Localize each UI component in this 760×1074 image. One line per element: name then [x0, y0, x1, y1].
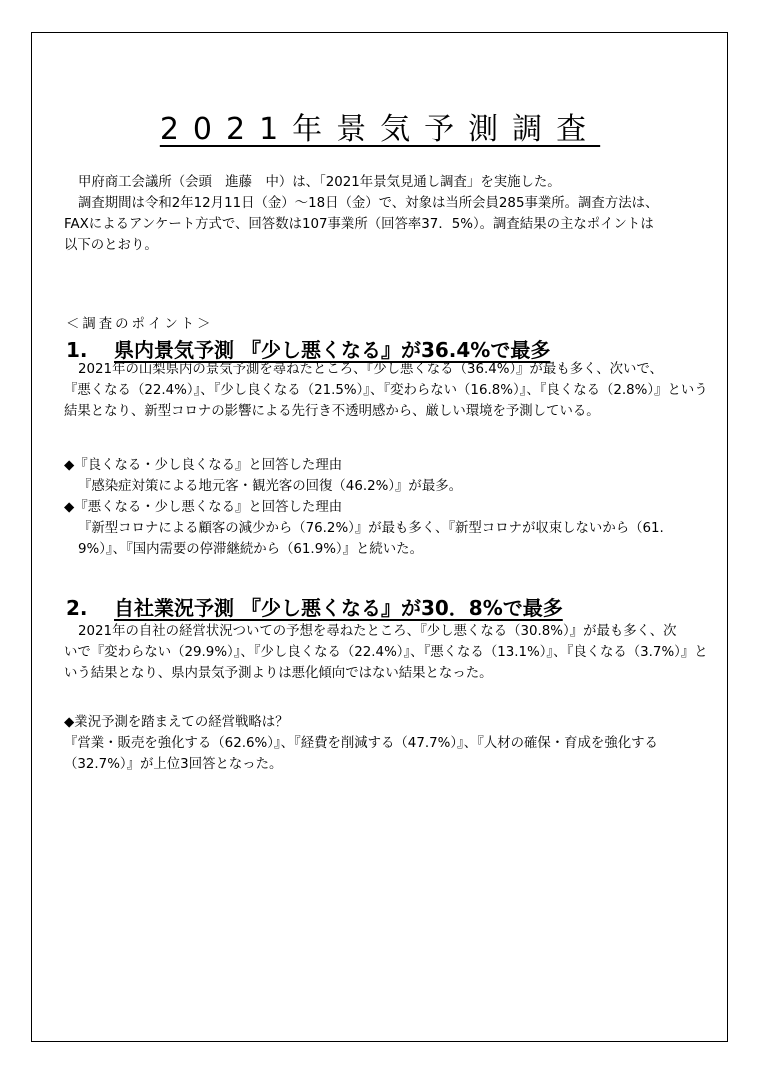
document-title: 2021年景気予測調査 — [159, 112, 601, 147]
section1-reasons — [64, 455, 704, 560]
reason-good-title: ◆『良くなる・少し良くなる』と回答した理由 — [64, 458, 343, 473]
reason-bad-body-line: 9%）』、『国内需要の停滞継続から（61.9%）』と続いた。 — [78, 542, 423, 557]
intro-paragraph — [64, 172, 704, 256]
section2-heading — [66, 592, 563, 621]
reason-bad-body-line: 『新型コロナによる顧客の減少から（76.2%）』が最も多く、『新型コロナが収束しないから（61. — [78, 521, 664, 536]
section1-number: 1. — [66, 338, 88, 362]
section2-number: 2. — [66, 596, 88, 620]
section2-heading-text: 自社業況予測 『少し悪くなる』が30．8%で最多 — [114, 596, 563, 620]
section2-strategy — [64, 712, 704, 775]
section1-body-line: 結果となり、新型コロナの影響による先行き不透明感から、厳しい環境を予測している。 — [64, 404, 600, 419]
reason-bad-title: ◆『悪くなる・少し悪くなる』と回答した理由 — [64, 500, 343, 515]
strategy-title: ◆業況予測を踏まえての経営戦略は？ — [64, 715, 289, 730]
strategy-body-line: 『営業・販売を強化する（62.6%）』、『経費を削減する（47.7%）』、『人材の確保・育成を強化する — [64, 736, 658, 751]
section1-heading-text: 県内景気予測 『少し悪くなる』が36.4%で最多 — [114, 338, 551, 362]
points-label: ＜調査のポイント＞ — [66, 317, 214, 332]
reason-good-body: 『感染症対策による地元客・観光客の回復（46.2%）』が最多。 — [78, 479, 462, 494]
section1-body-line: 『悪くなる（22.4%）』、『少し良くなる（21.5%）』、『変わらない（16.8%）』、『良くなる（2.8%）』という — [64, 383, 708, 398]
intro-line: 以下のとおり。 — [64, 238, 158, 253]
section2-body-line: 2021年の自社の経営状況ついての予想を尋ねたところ、『少し悪くなる（30.8%）』が最も多く、次 — [78, 624, 677, 639]
intro-line: 調査期間は令和2年12月11日（金）～18日（金）で、対象は当所会員285事業所。調査方法は、 — [78, 196, 659, 211]
section1-body — [64, 359, 708, 422]
section2-body — [64, 621, 708, 684]
strategy-body-line: （32.7%）』が上位3回答となった。 — [64, 757, 283, 772]
section1-body-line: 2021年の山梨県内の景気予測を尋ねたところ、『少し悪くなる（36.4%）』が最も多く、次いで、 — [78, 362, 663, 377]
section2-body-line: いう結果となり、県内景気予測よりは悪化傾向ではない結果となった。 — [64, 666, 493, 681]
intro-line: 甲府商工会議所（会頭 進藤 中）は、「2021年景気見通し調査」を実施した。 — [78, 175, 561, 190]
intro-line: FAXによるアンケート方式で、回答数は107事業所（回答率37．5%）。調査結果の主なポイントは — [64, 217, 654, 232]
section2-body-line: いで『変わらない（29.9%）』、『少し良くなる（22.4%）』、『悪くなる（13.1%）』、『良くなる（3.7%）』と — [64, 645, 708, 660]
